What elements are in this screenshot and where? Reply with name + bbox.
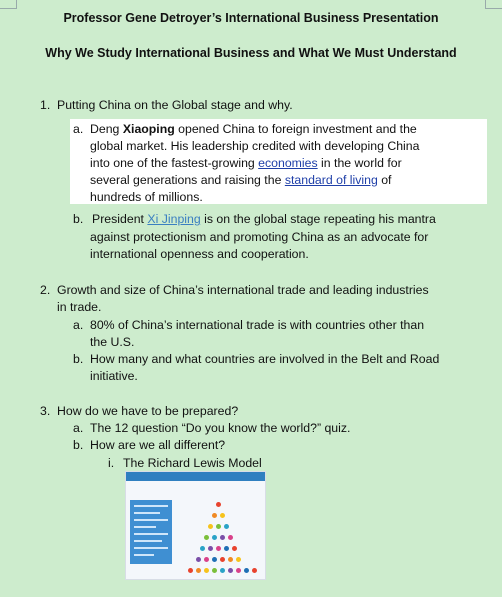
slide-dot xyxy=(252,568,257,573)
item-2-line-1: Growth and size of China’s international trade and leading industries xyxy=(57,283,429,297)
item-3bi-text: The Richard Lewis Model xyxy=(123,456,262,470)
slide-dot xyxy=(236,557,241,562)
slide-dot xyxy=(216,546,221,551)
item-1-number: 1. xyxy=(40,98,51,112)
item-2a-line-1: 80% of China’s international trade is with countries other than xyxy=(90,318,425,332)
item-1a-line-5: hundreds of millions. xyxy=(90,190,203,204)
item-3-text: How do we have to be prepared? xyxy=(57,404,239,418)
item-1a-label: a. xyxy=(73,122,84,136)
slide-dot xyxy=(212,568,217,573)
slide-dot xyxy=(220,513,225,518)
item-2b-label: b. xyxy=(73,352,84,366)
slide-dot xyxy=(204,535,209,540)
item-2a-label: a. xyxy=(73,318,84,332)
page-subtitle: Why We Study International Business and What We Must Understand xyxy=(45,46,457,60)
item-2b-line-1: How many and what countries are involved in the Belt and Road xyxy=(90,352,440,366)
slide-side-panel xyxy=(130,500,172,564)
page-corner-right xyxy=(485,0,502,9)
slide-dot xyxy=(228,535,233,540)
slide-dot xyxy=(212,513,217,518)
slide-header-bar xyxy=(126,472,265,481)
slide-dot xyxy=(188,568,193,573)
item-3a-label: a. xyxy=(73,421,84,435)
item-3b-label: b. xyxy=(73,438,84,452)
page-title: Professor Gene Detroyer’s International Business Presentation xyxy=(63,11,439,25)
slide-dot xyxy=(232,546,237,551)
slide-dot xyxy=(228,568,233,573)
item-1a-line-4: several generations and raising the standard of living of xyxy=(90,173,392,187)
item-2-number: 2. xyxy=(40,283,51,297)
slide-dot xyxy=(224,546,229,551)
item-2b-line-2: initiative. xyxy=(90,369,138,383)
slide-dot xyxy=(200,546,205,551)
item-1-text: Putting China on the Global stage and why. xyxy=(57,98,293,112)
slide-dot xyxy=(216,524,221,529)
slide-dot xyxy=(244,568,249,573)
standard-of-living-link[interactable]: standard of living xyxy=(284,173,378,187)
slide-dot xyxy=(220,557,225,562)
xi-jinping-link[interactable]: Xi Jinping xyxy=(147,212,201,226)
slide-dot xyxy=(212,535,217,540)
slide-dot xyxy=(208,546,213,551)
lewis-model-slide-image xyxy=(125,471,266,580)
item-1b-label: b. xyxy=(73,212,84,226)
economies-link[interactable]: economies xyxy=(258,156,318,170)
slide-dot xyxy=(204,557,209,562)
slide-dot xyxy=(224,524,229,529)
item-1a-line-2: global market. His leadership credited with developing China xyxy=(90,139,420,153)
item-3a-text: The 12 question “Do you know the world?” quiz. xyxy=(90,421,351,435)
slide-dot xyxy=(196,568,201,573)
item-1b-line-3: international openness and cooperation. xyxy=(90,247,309,261)
item-3bi-label: i. xyxy=(108,456,115,470)
slide-dot xyxy=(196,557,201,562)
item-2-line-2: in trade. xyxy=(57,300,102,314)
slide-dot xyxy=(236,568,241,573)
page-corner-left xyxy=(0,0,17,9)
slide-dot xyxy=(228,557,233,562)
item-1a-line-3: into one of the fastest-growing economies in the world for xyxy=(90,156,402,170)
item-1b-line-2: against protectionism and promoting China as an advocate for xyxy=(90,230,429,244)
slide-dot xyxy=(212,557,217,562)
slide-dot xyxy=(220,535,225,540)
slide-dot xyxy=(204,568,209,573)
slide-dot xyxy=(220,568,225,573)
item-1a-line-1: Deng Xiaoping opened China to foreign investment and the xyxy=(90,122,417,136)
item-2a-line-2: the U.S. xyxy=(90,335,135,349)
slide-dot xyxy=(208,524,213,529)
item-3b-text: How are we all different? xyxy=(90,438,226,452)
item-1b-line-1: President Xi Jinping is on the global stage repeating his mantra xyxy=(92,212,436,226)
bold-name: Xiaoping xyxy=(122,122,175,136)
slide-dot xyxy=(216,502,221,507)
item-3-number: 3. xyxy=(40,404,51,418)
